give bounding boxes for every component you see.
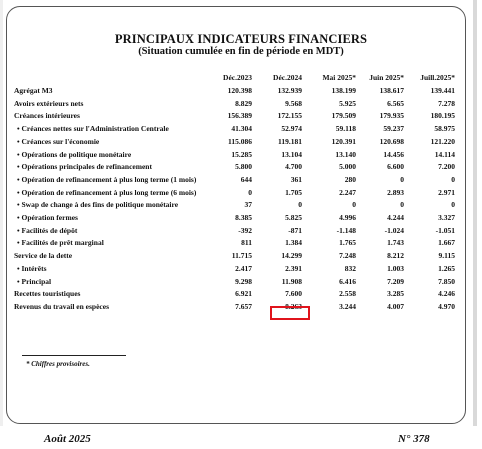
table-row <box>0 188 482 200</box>
cell-value: 1.667 <box>438 238 455 248</box>
row-label: Service de la dette <box>14 251 73 261</box>
cell-value: 7.600 <box>285 289 302 299</box>
row-label: Créances intérieures <box>14 111 80 121</box>
cell-value: 1.384 <box>285 238 302 248</box>
cell-value: 0 <box>352 200 356 210</box>
cell-value: 156.389 <box>227 111 252 121</box>
cell-value: 0 <box>248 187 252 197</box>
cell-value: 4.244 <box>387 213 404 222</box>
table-row <box>0 289 482 301</box>
table-row <box>0 86 482 98</box>
note-divider <box>22 355 126 356</box>
cell-value: 644 <box>240 174 252 184</box>
cell-value: 3.327 <box>438 213 455 222</box>
cell-value: 9.115 <box>438 251 455 261</box>
cell-value: 6.416 <box>339 276 356 286</box>
cell-value: 9.568 <box>285 98 302 108</box>
table-row <box>0 200 482 212</box>
cell-value: 179.509 <box>331 111 356 121</box>
table-row <box>0 175 482 187</box>
cell-value: 0 <box>451 200 455 210</box>
row-label: • Créances sur l'économie <box>17 136 100 146</box>
table-row <box>0 226 482 238</box>
footnote: * Chiffres provisoires. <box>26 360 90 368</box>
cell-value: 6.565 <box>387 98 404 108</box>
cell-value: -1.051 <box>435 225 455 235</box>
cell-value: 179.935 <box>379 111 404 121</box>
row-label: • Facilités de prêt marginal <box>17 238 104 248</box>
cell-value: 4.007 <box>387 301 404 311</box>
cell-value: 11.715 <box>231 251 252 261</box>
cell-value: 59.237 <box>383 124 404 134</box>
table-row <box>0 238 482 250</box>
column-header: Juin 2025* <box>369 73 404 82</box>
cell-value: 2.893 <box>387 187 404 197</box>
cell-value: 3.285 <box>387 289 404 299</box>
cell-value: 0 <box>298 200 302 210</box>
row-label: • Opération fermes <box>17 213 78 222</box>
cell-value: 120.698 <box>379 136 404 146</box>
table-row <box>0 277 482 289</box>
cell-value: 7.850 <box>438 276 455 286</box>
cell-value: 172.155 <box>277 111 302 121</box>
cell-value: 5.925 <box>339 98 356 108</box>
cell-value: 9.298 <box>235 276 252 286</box>
cell-value: 6.921 <box>235 289 252 299</box>
column-header: Déc.2023 <box>223 73 252 82</box>
cell-value: 0 <box>400 174 404 184</box>
cell-value: 59.118 <box>335 124 356 134</box>
cell-value: 4.700 <box>285 162 302 172</box>
cell-value: 14.299 <box>281 251 302 261</box>
cell-value: 5.800 <box>235 162 252 172</box>
row-label: • Opération de refinancement à plus long terme (6 mois) <box>17 187 197 197</box>
cell-value: 7.200 <box>438 162 455 172</box>
cell-value: 8.212 <box>387 251 404 261</box>
cell-value: 41.304 <box>231 124 252 134</box>
table-row <box>0 150 482 162</box>
cell-value: 14.114 <box>434 149 455 159</box>
cell-value: 138.617 <box>379 86 404 95</box>
cell-value: 7.248 <box>339 251 356 261</box>
row-label: Revenus du travail en espèces <box>14 301 109 311</box>
document-title: PRINCIPAUX INDICATEURS FINANCIERS <box>114 32 368 46</box>
row-label: • Opération de refinancement à plus long terme (1 mois) <box>17 174 197 184</box>
cell-value: 52.974 <box>281 124 302 134</box>
row-label: Avoirs extérieurs nets <box>14 98 84 108</box>
cell-value: 1.003 <box>387 263 404 273</box>
cell-value: 4.996 <box>339 213 356 222</box>
row-label: • Principal <box>17 276 52 286</box>
row-label: • Créances nettes sur l'Administration Centrale <box>17 124 169 134</box>
row-label: • Facilités de dépôt <box>17 225 78 235</box>
cell-value: 0 <box>451 174 455 184</box>
cell-value: 180.195 <box>430 111 455 121</box>
row-label: Agrégat M3 <box>14 86 53 95</box>
cell-value: 8.829 <box>235 98 252 108</box>
cell-value: 0 <box>400 200 404 210</box>
cell-value: 2.247 <box>339 187 356 197</box>
cell-value: 7.209 <box>387 276 404 286</box>
row-label: • Swap de change à des fins de politique monétaire <box>17 200 179 210</box>
cell-value: 4.970 <box>438 301 455 311</box>
row-label: Recettes touristiques <box>14 289 81 299</box>
cell-value: 280 <box>344 174 356 184</box>
cell-value: -1.024 <box>384 225 404 235</box>
cell-value: 7.278 <box>438 98 455 108</box>
document-subtitle: (Situation cumulée en fin de période en MDT) <box>138 46 344 57</box>
cell-value: 2.558 <box>339 289 356 299</box>
cell-value: 120.391 <box>331 136 356 146</box>
cell-value: 1.705 <box>285 187 302 197</box>
cell-value: 7.657 <box>235 301 252 311</box>
row-label: • Intérêts <box>17 263 47 273</box>
cell-value: 121.220 <box>430 136 455 146</box>
cell-value: 13.104 <box>281 149 302 159</box>
table-row <box>0 302 482 314</box>
table-row <box>0 251 482 263</box>
cell-value: 5.000 <box>339 162 356 172</box>
cell-value: 120.398 <box>227 86 252 95</box>
table-row <box>0 124 482 136</box>
cell-value: 14.456 <box>383 149 404 159</box>
cell-value: 8.385 <box>235 213 252 222</box>
footer-date: Août 2025 <box>44 433 91 445</box>
cell-value: 58.975 <box>434 124 455 134</box>
cell-value: 5.825 <box>285 213 302 222</box>
cell-value: 832 <box>344 263 356 273</box>
cell-value: 11.908 <box>281 276 302 286</box>
column-header: Juill.2025* <box>420 73 455 82</box>
cell-value: 132.939 <box>277 86 302 95</box>
table-row <box>0 111 482 123</box>
cell-value: 2.417 <box>235 263 252 273</box>
cell-value: 138.199 <box>331 86 356 95</box>
cell-value: 4.246 <box>438 289 455 299</box>
cell-value: 139.441 <box>430 86 455 95</box>
column-header: Déc.2024 <box>273 73 302 82</box>
table-row <box>0 137 482 149</box>
cell-value: 811 <box>241 238 252 248</box>
row-label: • Opérations principales de refinancement <box>17 162 152 172</box>
cell-value: 361 <box>290 174 302 184</box>
cell-value: 1.265 <box>438 263 455 273</box>
footer-issue-number: N° 378 <box>398 433 430 445</box>
row-label: • Opérations de politique monétaire <box>17 149 132 159</box>
cell-value: 2.971 <box>438 187 455 197</box>
cell-value: 3.244 <box>339 301 356 311</box>
table-row <box>0 99 482 111</box>
cell-value: 13.140 <box>335 149 356 159</box>
cell-value: -871 <box>288 225 302 235</box>
cell-value: 2.391 <box>285 263 302 273</box>
cell-value: -392 <box>238 225 252 235</box>
cell-value: 1.765 <box>339 238 356 248</box>
cell-value: 15.285 <box>231 149 252 159</box>
cell-value: 1.743 <box>387 238 404 248</box>
cell-value: 37 <box>244 200 252 210</box>
column-header: Mai 2025* <box>322 73 356 82</box>
cell-value: 119.181 <box>278 136 302 146</box>
table-row <box>0 213 482 225</box>
table-row <box>0 162 482 174</box>
cell-value: 115.086 <box>228 136 252 146</box>
cell-value: -1.148 <box>336 225 356 235</box>
cell-value: 6.600 <box>387 162 404 172</box>
cell-value: 8.263 <box>285 301 302 311</box>
table-row <box>0 264 482 276</box>
highlight-box <box>270 306 310 320</box>
